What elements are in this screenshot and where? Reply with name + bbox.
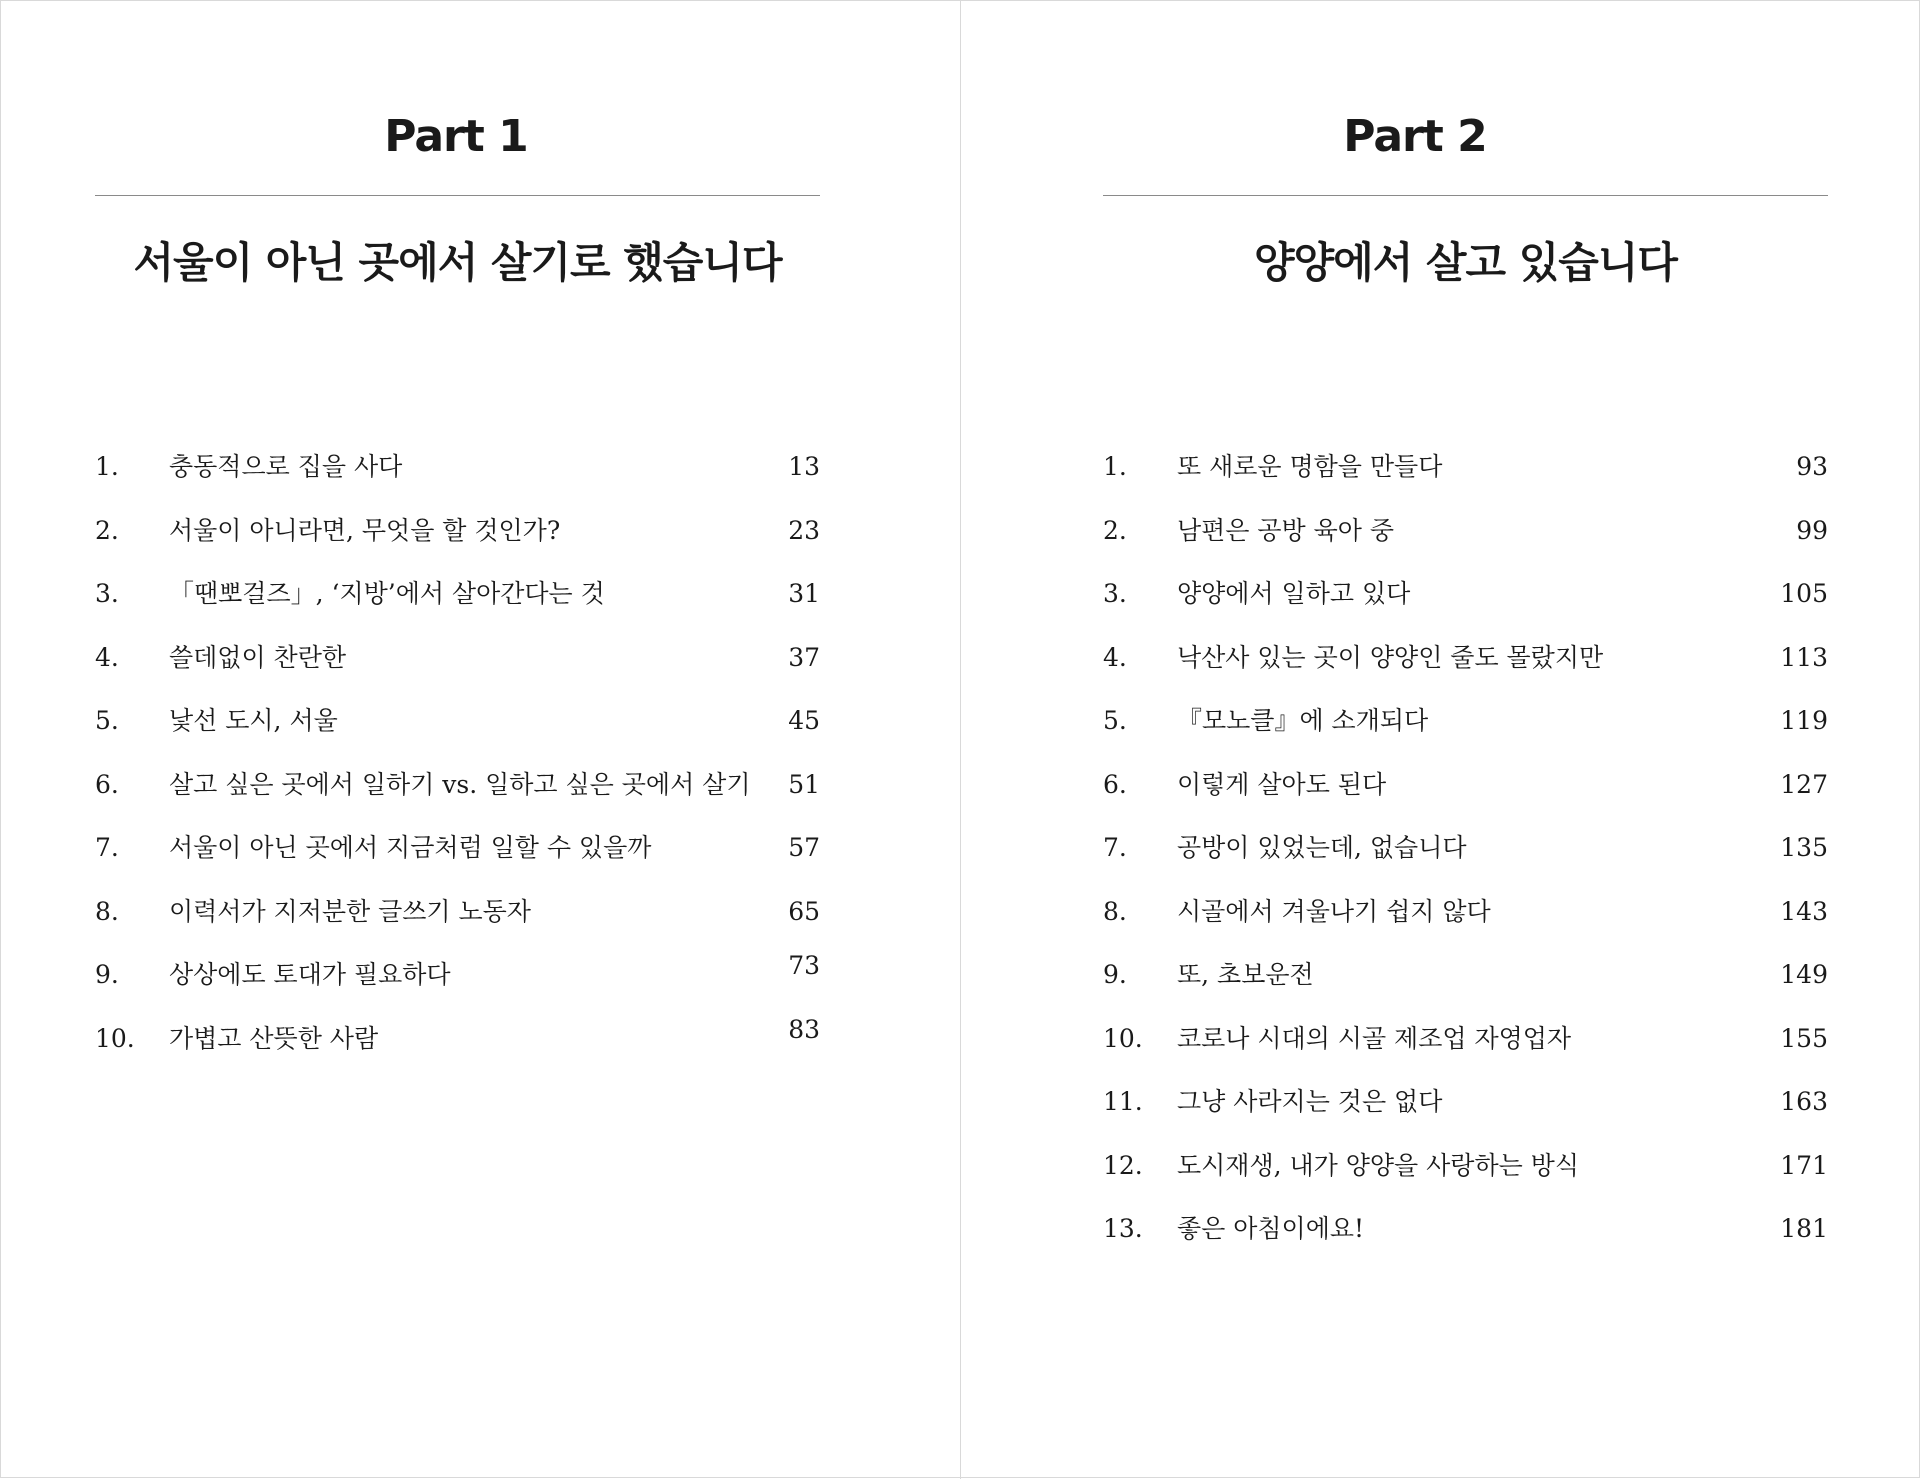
- toc-title: 낯선 도시, 서울: [169, 706, 338, 735]
- toc-number: 8.: [1103, 896, 1127, 926]
- toc-title: 「땐뽀걸즈」, ‘지방’에서 살아간다는 것: [169, 579, 605, 608]
- toc-entry: [1103, 1203, 1828, 1267]
- toc-page-number: 135: [1780, 833, 1828, 862]
- toc-title: 이렇게 살아도 된다: [1177, 769, 1387, 799]
- toc-page-number: 149: [1780, 960, 1828, 989]
- toc-title: 또, 초보운전: [1177, 960, 1314, 989]
- toc-number: 1.: [95, 452, 119, 481]
- toc-entry: [1103, 1140, 1828, 1204]
- toc-number: 7.: [95, 833, 119, 862]
- toc-entry: [95, 1013, 820, 1077]
- toc-number: 13.: [1103, 1214, 1143, 1243]
- toc-entry: [95, 632, 820, 696]
- toc-page-number: 113: [1780, 642, 1828, 672]
- toc-number: 4.: [95, 642, 119, 672]
- toc-entry: [1103, 822, 1828, 886]
- toc-number: 1.: [1103, 452, 1127, 481]
- toc-title: 코로나 시대의 시골 제조업 자영업자: [1177, 1023, 1572, 1053]
- toc-entry: [1103, 505, 1828, 569]
- toc-title: 상상에도 토대가 필요하다: [169, 960, 451, 989]
- toc-number: 6.: [1103, 769, 1127, 799]
- part-label: Part 1: [384, 111, 528, 162]
- toc-title: 또 새로운 명함을 만들다: [1177, 452, 1443, 481]
- toc-title: 남편은 공방 육아 중: [1177, 515, 1395, 545]
- toc-number: 11.: [1103, 1087, 1143, 1116]
- toc-page-number: 171: [1780, 1150, 1828, 1180]
- toc-page-number: 65: [788, 896, 820, 926]
- toc-number: 3.: [1103, 579, 1127, 608]
- toc-entry: [95, 886, 820, 950]
- toc-entry: [1103, 632, 1828, 696]
- toc-number: 3.: [95, 579, 119, 608]
- toc-entry: [95, 822, 820, 886]
- toc-number: 6.: [95, 769, 119, 799]
- toc-page-number: 45: [788, 706, 820, 735]
- toc-page-number: 13: [788, 452, 820, 481]
- toc-entry: [95, 695, 820, 759]
- toc-entry: [1103, 568, 1828, 632]
- toc-title: 공방이 있었는데, 없습니다: [1177, 833, 1467, 862]
- toc-page-number: 73: [788, 951, 820, 980]
- toc-title: 살고 싶은 곳에서 일하기 vs. 일하고 싶은 곳에서 살기: [169, 769, 751, 799]
- toc-title: 좋은 아침이에요!: [1177, 1214, 1365, 1243]
- table-of-contents: [1103, 441, 1828, 1267]
- toc-entry: [1103, 695, 1828, 759]
- toc-entry: [1103, 1013, 1828, 1077]
- toc-page-number: 119: [1780, 706, 1828, 735]
- toc-page-number: 143: [1780, 896, 1828, 926]
- toc-title: 『모노클』에 소개되다: [1177, 706, 1429, 735]
- toc-page-number: 127: [1780, 769, 1828, 799]
- divider-rule: [1103, 195, 1828, 196]
- toc-title: 서울이 아닌 곳에서 지금처럼 일할 수 있을까: [169, 833, 652, 862]
- toc-entry: [1103, 886, 1828, 950]
- toc-number: 10.: [1103, 1023, 1143, 1053]
- toc-number: 7.: [1103, 833, 1127, 862]
- toc-entry: [95, 505, 820, 569]
- toc-entry: [95, 949, 820, 1013]
- toc-page-number: 99: [1796, 515, 1828, 545]
- toc-number: 12.: [1103, 1150, 1143, 1180]
- toc-number: 9.: [1103, 960, 1127, 989]
- toc-number: 9.: [95, 960, 119, 989]
- toc-title: 낙산사 있는 곳이 양양인 줄도 몰랐지만: [1177, 642, 1604, 672]
- toc-number: 2.: [1103, 515, 1127, 545]
- toc-page-number: 181: [1780, 1214, 1828, 1243]
- toc-title: 시골에서 겨울나기 쉽지 않다: [1177, 896, 1491, 926]
- toc-number: 10.: [95, 1023, 135, 1053]
- part-title: 서울이 아닌 곳에서 살기로 했습니다: [133, 238, 782, 287]
- toc-number: 8.: [95, 896, 119, 926]
- toc-page-number: 105: [1780, 579, 1828, 608]
- toc-page-number: 31: [788, 579, 820, 608]
- toc-title: 쓸데없이 찬란한: [169, 642, 346, 672]
- toc-entry: [95, 568, 820, 632]
- toc-entry: [1103, 949, 1828, 1013]
- toc-title: 서울이 아니라면, 무엇을 할 것인가?: [169, 515, 561, 545]
- toc-title: 도시재생, 내가 양양을 사랑하는 방식: [1177, 1150, 1579, 1180]
- toc-page-number: 23: [788, 515, 820, 545]
- toc-number: 4.: [1103, 642, 1127, 672]
- toc-title: 양양에서 일하고 있다: [1177, 579, 1411, 608]
- toc-page-number: 163: [1780, 1087, 1828, 1116]
- right-page: [961, 1, 1920, 1479]
- toc-number: 5.: [1103, 706, 1127, 735]
- toc-page-number: 83: [788, 1014, 820, 1044]
- toc-entry: [1103, 441, 1828, 505]
- toc-number: 5.: [95, 706, 119, 735]
- toc-title: 이력서가 지저분한 글쓰기 노동자: [169, 896, 531, 926]
- toc-title: 충동적으로 집을 사다: [169, 452, 403, 481]
- toc-page-number: 37: [788, 642, 820, 672]
- toc-title: 가볍고 산뜻한 사람: [169, 1023, 379, 1053]
- toc-page-number: 155: [1780, 1023, 1828, 1053]
- part-title: 양양에서 살고 있습니다: [1254, 238, 1677, 287]
- part-label: Part 2: [1343, 111, 1487, 162]
- left-page: [1, 1, 961, 1479]
- toc-entry: [1103, 759, 1828, 823]
- toc-page-number: 51: [788, 769, 820, 799]
- divider-rule: [95, 195, 820, 196]
- toc-entry: [95, 441, 820, 505]
- toc-entry: [1103, 1076, 1828, 1140]
- table-of-contents: [95, 441, 820, 1076]
- toc-entry: [95, 759, 820, 823]
- toc-number: 2.: [95, 515, 119, 545]
- toc-page-number: 93: [1796, 452, 1828, 481]
- toc-page-number: 57: [788, 833, 820, 862]
- toc-title: 그냥 사라지는 것은 없다: [1177, 1087, 1443, 1116]
